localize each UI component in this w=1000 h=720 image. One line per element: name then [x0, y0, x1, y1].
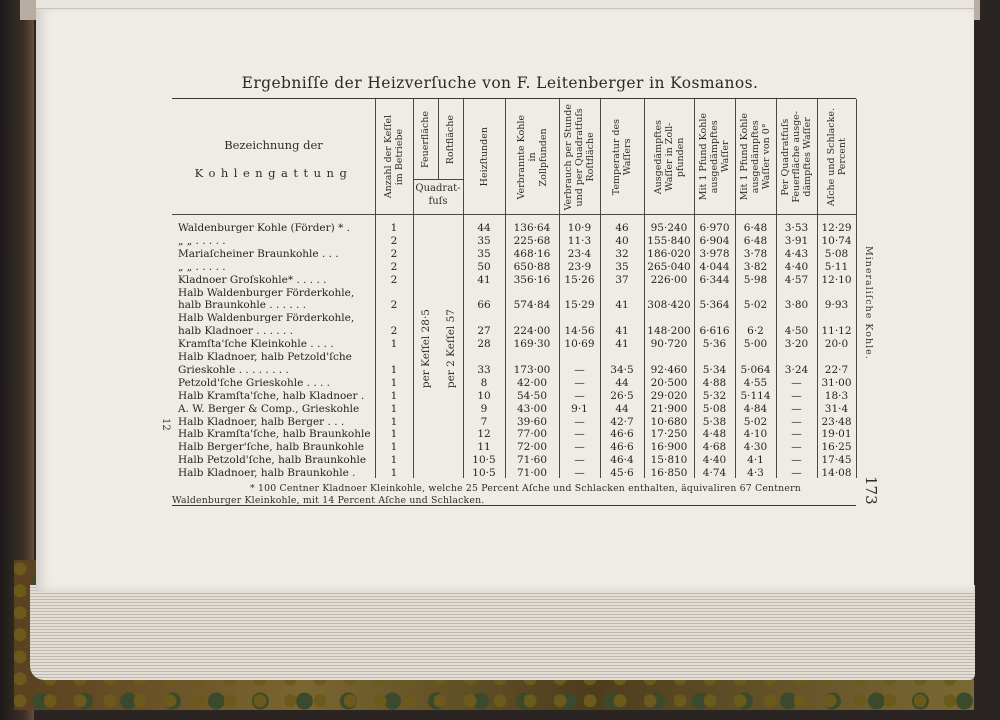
- cell-kohle: 650·88: [513, 260, 551, 273]
- cell-asche: 18·3: [824, 389, 849, 402]
- cell-mit1: 5·34: [702, 363, 727, 376]
- cell-ausg: 308·420: [647, 299, 691, 312]
- cell-mit0: 5·02: [743, 415, 768, 428]
- cell-heiz: 8: [480, 376, 488, 389]
- row-name: Halb Kramſta'ſche, halb Kladnoer .: [178, 389, 365, 402]
- row-name: Halb Kladnoer, halb Berger . . .: [178, 415, 345, 428]
- previous-page-edge: [36, 0, 974, 9]
- margin-number: 12: [160, 418, 171, 431]
- col-line: [856, 99, 857, 478]
- cell-perq: —: [791, 428, 802, 441]
- cell-ausg: 95·240: [650, 222, 688, 234]
- cell-kohle: 42·00: [516, 376, 548, 389]
- cell-asche: 22·7: [824, 363, 849, 376]
- cell-perq: 4·50: [784, 325, 809, 338]
- cell-heiz: 11: [477, 441, 491, 454]
- table-row: [172, 467, 856, 480]
- cell-mit1: 6·904: [699, 234, 730, 247]
- cell-mit1: 4·88: [702, 376, 727, 389]
- merged-feuer: per Keſſel 28·5: [420, 309, 432, 389]
- table-row: [172, 312, 856, 325]
- cell-verbr: —: [574, 467, 585, 480]
- cell-mit1: 4·48: [702, 428, 727, 441]
- cell-asche: 14·08: [821, 467, 852, 480]
- header-feuer: Feuerfläche: [420, 111, 431, 169]
- cell-heiz: 10·5: [472, 467, 496, 480]
- cell-perq: —: [791, 467, 802, 480]
- cell-anzahl: 1: [390, 389, 398, 402]
- table-row: [172, 261, 856, 274]
- header-perquad: Per Quadratfuſs Feuerfläche ausge- dämpftes Waſſer: [780, 111, 813, 203]
- cell-mit0: 4·55: [743, 376, 768, 389]
- cell-asche: 31·00: [821, 376, 852, 389]
- header-mit1-0: Mit 1 Pfund Kohle ausgedämpftes Waſſer von 0°: [739, 113, 772, 201]
- cell-anzahl: 2: [390, 273, 398, 286]
- cell-mit0: 5·064: [740, 363, 771, 376]
- row-name: Kramſta'ſche Kleinkohle . . . .: [178, 338, 334, 351]
- cell-anzahl: 1: [390, 454, 398, 467]
- cell-mit0: 4·30: [743, 441, 768, 454]
- table-row: [172, 416, 856, 429]
- header-rule: [172, 214, 856, 215]
- cell-anzahl: 2: [390, 234, 398, 247]
- cell-ausg: 265·040: [647, 260, 691, 273]
- header-rost: Roſtfläche: [445, 115, 456, 165]
- page-number: 173: [862, 476, 880, 505]
- cell-kohle: 574·84: [513, 299, 551, 312]
- results-table: [172, 98, 856, 506]
- cell-kohle: 77·00: [516, 428, 548, 441]
- cell-perq: —: [791, 389, 802, 402]
- cell-verbr: 9·1: [571, 402, 588, 415]
- cell-verbr: —: [574, 415, 585, 428]
- table-row: [172, 454, 856, 467]
- cell-mit0: 3·82: [743, 260, 768, 273]
- cell-perq: 4·43: [784, 247, 809, 260]
- cell-temp: 37: [615, 273, 629, 286]
- cell-kohle: 225·68: [513, 234, 551, 247]
- page-title: Ergebniſſe der Heizverſuche von F. Leitenberger in Kosmanos.: [241, 74, 759, 92]
- cell-temp: 40: [615, 234, 629, 247]
- cell-asche: 5·08: [824, 247, 849, 260]
- cell-mit1: 6·616: [699, 325, 730, 338]
- cell-ausg: 148·200: [647, 325, 691, 338]
- cell-kohle: 356·16: [513, 273, 551, 286]
- row-name: Halb Waldenburger Förderkohle,: [178, 312, 355, 325]
- cell-kohle: 224·00: [513, 325, 551, 338]
- row-name: Grieskohle . . . . . . . .: [178, 363, 289, 376]
- cell-asche: 17·45: [821, 454, 852, 467]
- cell-verbr: —: [574, 376, 585, 389]
- row-name: Kladnoer Groſskohle* . . . . .: [178, 273, 327, 286]
- cell-ausg: 226·00: [650, 273, 688, 286]
- cell-heiz: 33: [477, 363, 491, 376]
- cell-asche: 12·10: [821, 273, 852, 286]
- cell-perq: 3·91: [784, 234, 809, 247]
- cell-mit1: 4·40: [702, 454, 727, 467]
- row-name: „ „ . . . . .: [178, 234, 226, 247]
- cell-mit1: 5·08: [702, 402, 727, 415]
- cell-verbr: 11·3: [567, 234, 592, 247]
- cell-heiz: 41: [477, 273, 491, 286]
- cell-temp: 41: [615, 338, 629, 351]
- cell-anzahl: 2: [390, 325, 398, 338]
- cell-anzahl: 1: [390, 402, 398, 415]
- cell-heiz: 12: [477, 428, 491, 441]
- cell-heiz: 35: [477, 234, 491, 247]
- row-name: halb Kladnoer . . . . . .: [178, 325, 293, 338]
- cell-perq: —: [791, 415, 802, 428]
- cell-asche: 12·29: [821, 222, 852, 234]
- cell-mit0: 4·10: [743, 428, 768, 441]
- cell-kohle: 169·30: [513, 338, 551, 351]
- cell-ausg: 15·810: [650, 454, 688, 467]
- cell-heiz: 50: [477, 260, 491, 273]
- cell-verbr: —: [574, 363, 585, 376]
- cell-heiz: 35: [477, 247, 491, 260]
- cell-mit0: 5·98: [743, 273, 768, 286]
- cell-mit0: 4·1: [747, 454, 764, 467]
- cell-heiz: 44: [477, 222, 491, 234]
- cell-temp: 41: [615, 299, 629, 312]
- cell-perq: —: [791, 402, 802, 415]
- cell-temp: 34·5: [610, 363, 634, 376]
- cell-verbr: —: [574, 441, 585, 454]
- row-name: halb Braunkohle . . . . . .: [178, 299, 307, 312]
- cell-temp: 44: [615, 376, 629, 389]
- table-row: [172, 428, 856, 441]
- cell-ausg: 90·720: [650, 338, 688, 351]
- cell-verbr: —: [574, 389, 585, 402]
- cell-anzahl: 1: [390, 376, 398, 389]
- table-row: [172, 364, 856, 377]
- cell-mit1: 4·74: [702, 467, 727, 480]
- cell-mit1: 4·68: [702, 441, 727, 454]
- cell-mit1: 6·344: [699, 273, 730, 286]
- table-row: [172, 274, 856, 287]
- cell-anzahl: 1: [390, 338, 398, 351]
- cell-heiz: 27: [477, 325, 491, 338]
- merged-rost: per 2 Keſſel 57: [445, 309, 457, 389]
- cell-perq: —: [791, 454, 802, 467]
- cell-ausg: 16·900: [650, 441, 688, 454]
- cell-mit0: 5·114: [740, 389, 771, 402]
- cell-perq: 4·40: [784, 260, 809, 273]
- cell-temp: 45·6: [610, 467, 634, 480]
- table-row: [172, 403, 856, 416]
- cell-mit1: 4·044: [699, 260, 730, 273]
- row-name: Waldenburger Kohle (Förder) * .: [178, 222, 351, 234]
- cell-asche: 20·0: [824, 338, 849, 351]
- cell-asche: 9·93: [824, 299, 849, 312]
- cell-anzahl: 1: [390, 467, 398, 480]
- table-row: [172, 235, 856, 248]
- cell-heiz: 10·5: [472, 454, 496, 467]
- cell-anzahl: 2: [390, 260, 398, 273]
- cell-temp: 32: [615, 247, 629, 260]
- cell-temp: 35: [615, 260, 629, 273]
- cell-kohle: 173·00: [513, 363, 551, 376]
- cell-anzahl: 2: [390, 299, 398, 312]
- cell-perq: 4·57: [784, 273, 809, 286]
- header-mit1: Mit 1 Pfund Kohle ausgedämpftes Waſſer: [698, 113, 731, 201]
- table-row: [172, 287, 856, 300]
- cell-perq: 3·24: [784, 363, 809, 376]
- cell-verbr: 23·4: [567, 247, 592, 260]
- cell-kohle: 71·60: [516, 454, 548, 467]
- cell-asche: 23·48: [821, 415, 852, 428]
- header-verbrauch: Verbrauch per Stunde und per Quadratfuſs Roſtfläche: [563, 103, 596, 211]
- row-name: Halb Berger'ſche, halb Braunkohle: [178, 441, 365, 454]
- table-row: [172, 351, 856, 364]
- table-row: [172, 325, 856, 338]
- row-name: Halb Kramſta'ſche, halb Braunkohle: [178, 428, 371, 441]
- cell-kohle: 39·60: [516, 415, 548, 428]
- cell-mit0: 3·78: [743, 247, 768, 260]
- header-quadrat: Quadrat- fuſs: [415, 183, 461, 207]
- cell-verbr: 23·9: [567, 260, 592, 273]
- row-name: Halb Kladnoer, halb Braunkohle .: [178, 467, 356, 480]
- cell-ausg: 92·460: [650, 363, 688, 376]
- cell-verbr: 10·69: [564, 338, 595, 351]
- table-row: [172, 441, 856, 454]
- cell-kohle: 72·00: [516, 441, 548, 454]
- cell-heiz: 9: [480, 402, 488, 415]
- cell-temp: 26·5: [610, 389, 634, 402]
- cell-verbr: 10·9: [567, 222, 592, 234]
- header-kohle: Verbrannte Kohle in Zollpfunden: [515, 114, 549, 200]
- cell-ausg: 155·840: [647, 234, 691, 247]
- quad-rule: [413, 179, 463, 180]
- cell-verbr: —: [574, 454, 585, 467]
- cell-anzahl: 1: [390, 415, 398, 428]
- row-name: Mariaſcheiner Braunkohle . . .: [178, 247, 339, 260]
- cell-asche: 11·12: [821, 325, 852, 338]
- footnote: * 100 Centner Kladnoer Kleinkohle, welche 25 Percent Aſche und Schlacken enthalten, äquivaliren 67 Centnern Waldenburger Kleinkohle, mit 14 Percent Aſche und Schlacken.: [172, 483, 801, 506]
- cell-asche: 5·11: [824, 260, 849, 273]
- cell-perq: —: [791, 376, 802, 389]
- name-header: Bezeichnung der Kohlengattung: [194, 138, 353, 180]
- cell-perq: 3·80: [784, 299, 809, 312]
- table-row: [172, 248, 856, 261]
- cell-kohle: 54·50: [516, 389, 548, 402]
- cell-asche: 31·4: [824, 402, 849, 415]
- cell-ausg: 10·680: [650, 415, 688, 428]
- cell-mit1: 5·32: [702, 389, 727, 402]
- cell-verbr: 14·56: [564, 325, 595, 338]
- cell-perq: —: [791, 441, 802, 454]
- cell-mit1: 5·38: [702, 415, 727, 428]
- header-heiz: Heizſtunden: [478, 127, 490, 187]
- cell-kohle: 43·00: [516, 402, 548, 415]
- row-name: Halb Waldenburger Förderkohle,: [178, 286, 355, 299]
- cell-temp: 46: [615, 222, 629, 234]
- cell-ausg: 20·500: [650, 376, 688, 389]
- cell-perq: 3·53: [784, 222, 809, 234]
- cell-heiz: 28: [477, 338, 491, 351]
- cell-heiz: 7: [480, 415, 488, 428]
- cell-mit0: 6·48: [743, 222, 768, 234]
- cell-kohle: 468·16: [513, 247, 551, 260]
- cell-mit0: 6·2: [747, 325, 764, 338]
- cell-heiz: 10: [477, 389, 491, 402]
- row-name: Halb Kladnoer, halb Petzold'ſche: [178, 351, 352, 363]
- row-name: „ „ . . . . .: [178, 260, 226, 273]
- cell-mit1: 6·970: [699, 222, 730, 234]
- cell-verbr: 15·29: [564, 299, 595, 312]
- cell-anzahl: 2: [390, 247, 398, 260]
- cell-asche: 16·25: [821, 441, 852, 454]
- row-name: A. W. Berger & Comp., Grieskohle: [178, 402, 360, 415]
- row-name: Halb Petzold'ſche, halb Braunkohle: [178, 454, 367, 467]
- row-name: Petzold'ſche Grieskohle . . . .: [178, 376, 331, 389]
- cell-temp: 46·4: [610, 454, 634, 467]
- table-row: [172, 338, 856, 351]
- cell-temp: 44: [615, 402, 629, 415]
- header-ausged: Ausgedämpftes Waſſer in Zoll- pfunden: [652, 119, 686, 195]
- cell-temp: 41: [615, 325, 629, 338]
- cell-anzahl: 1: [390, 363, 398, 376]
- table-row: [172, 299, 856, 312]
- cell-ausg: 16·850: [650, 467, 688, 480]
- cell-anzahl: 1: [390, 428, 398, 441]
- cell-mit0: 6·48: [743, 234, 768, 247]
- cell-perq: 3·20: [784, 338, 809, 351]
- running-head: Mineraliſche Kohle.: [863, 246, 874, 360]
- table-row: [172, 222, 856, 235]
- header-asche: Aſche und Schlacke. Percent: [825, 107, 848, 207]
- cell-anzahl: 1: [390, 222, 398, 234]
- cell-mit1: 3·978: [699, 247, 730, 260]
- cell-mit0: 4·3: [747, 467, 764, 480]
- cell-temp: 46·6: [610, 441, 634, 454]
- cell-temp: 46·6: [610, 428, 634, 441]
- cell-temp: 42·7: [610, 415, 634, 428]
- table-row: [172, 390, 856, 403]
- cell-asche: 19·01: [821, 428, 852, 441]
- cell-kohle: 136·64: [513, 222, 551, 234]
- cell-mit1: 5·36: [702, 338, 727, 351]
- cell-ausg: 21·900: [650, 402, 688, 415]
- cell-kohle: 71·00: [516, 467, 548, 480]
- cell-mit0: 4·84: [743, 402, 768, 415]
- header-anzahl: Anzahl der Keſſel im Betriebe: [383, 115, 405, 199]
- cell-ausg: 186·020: [647, 247, 691, 260]
- header-temp: Temperatur des Waſſers: [611, 118, 633, 196]
- cell-mit0: 5·02: [743, 299, 768, 312]
- cell-mit1: 5·364: [699, 299, 730, 312]
- table-row: [172, 377, 856, 390]
- cell-asche: 10·74: [821, 234, 852, 247]
- cell-mit0: 5·00: [743, 338, 768, 351]
- cell-heiz: 66: [477, 299, 491, 312]
- cell-verbr: —: [574, 428, 585, 441]
- cell-anzahl: 1: [390, 441, 398, 454]
- cell-ausg: 29·020: [650, 389, 688, 402]
- page-edges: [30, 585, 975, 680]
- cell-verbr: 15·26: [564, 273, 595, 286]
- cell-ausg: 17·250: [650, 428, 688, 441]
